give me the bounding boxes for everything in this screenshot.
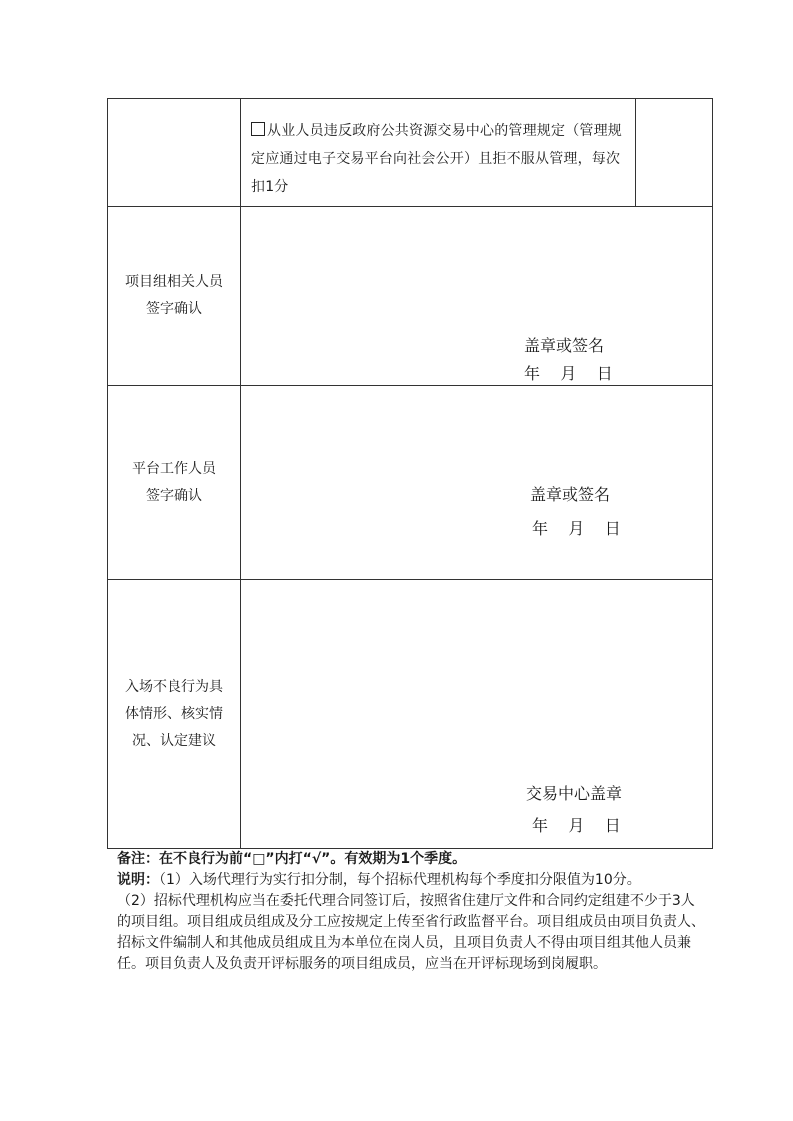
explain-line-1 xyxy=(117,870,707,891)
explain-text-1: （1）入场代理行为实行扣分制，每个招标代理机构每个季度扣分限值为10分。 xyxy=(159,872,641,888)
team-confirm-row xyxy=(108,207,713,386)
platform-confirm-row xyxy=(108,386,713,580)
misconduct-label-line2: 体情形、核实情 xyxy=(125,705,223,722)
misconduct-label-line1: 入场不良行为具 xyxy=(125,678,223,695)
center-seal-text: 交易中心盖章 xyxy=(526,784,623,803)
platform-confirm-label-line2: 签字确认 xyxy=(146,487,202,504)
misconduct-record-table xyxy=(107,98,713,849)
platform-sign-text: 盖章或签名 xyxy=(530,485,611,504)
misconduct-label xyxy=(108,580,241,849)
platform-confirm-signature-area[interactable] xyxy=(241,386,713,580)
notes-section xyxy=(117,849,707,975)
rule-content-cell xyxy=(241,99,713,207)
misconduct-detail-area[interactable] xyxy=(241,580,713,849)
rule-text xyxy=(241,99,636,206)
checkbox-icon[interactable] xyxy=(251,122,265,136)
team-confirm-label-line1: 项目组相关人员 xyxy=(125,274,223,290)
explain-text-2: （2）招标代理机构应当在委托代理合同签订后，按照省住建厅文件和合同约定组建不少于3人的项目组。项目组成员组成及分工应按规定上传至省行政监督平台。项目组成员由项目负责人、招标文件编制人和其他成员组成且为本单位在岗人员，且项目负责人不得由项目组其他人员兼任。项目负责人及负责开评标服务的项目组成员，应当在开评标现场到岗履职。 xyxy=(117,893,705,972)
remark-line xyxy=(117,849,707,870)
team-confirm-label-line2: 签字确认 xyxy=(146,301,202,317)
misconduct-row xyxy=(108,580,713,849)
platform-confirm-label-line1: 平台工作人员 xyxy=(132,460,216,477)
remark-text: 在不良行为前“□”内打“√”。有效期为1个季度。 xyxy=(159,851,467,867)
rule-label-cell xyxy=(108,99,241,207)
team-confirm-label xyxy=(108,207,241,386)
misconduct-date-text: 年 月 日 xyxy=(532,816,621,835)
misconduct-label-line3: 况、认定建议 xyxy=(132,732,216,749)
rule-score-cell xyxy=(636,99,712,206)
rule-description: 从业人员违反政府公共资源交易中心的管理规定（管理规定应通过电子交易平台向社会公开）且拒不服从管理，每次扣1分 xyxy=(251,123,622,195)
rule-row xyxy=(108,99,713,207)
team-confirm-signature-area[interactable] xyxy=(241,207,713,386)
team-sign-text: 盖章或签名 xyxy=(524,336,605,355)
team-date-text: 年 月 日 xyxy=(524,364,613,383)
explain-line-2 xyxy=(117,891,707,975)
explain-label: 说明： xyxy=(117,872,159,888)
remark-label: 备注： xyxy=(117,851,159,867)
platform-date-text: 年 月 日 xyxy=(532,519,621,538)
platform-confirm-label xyxy=(108,386,241,580)
